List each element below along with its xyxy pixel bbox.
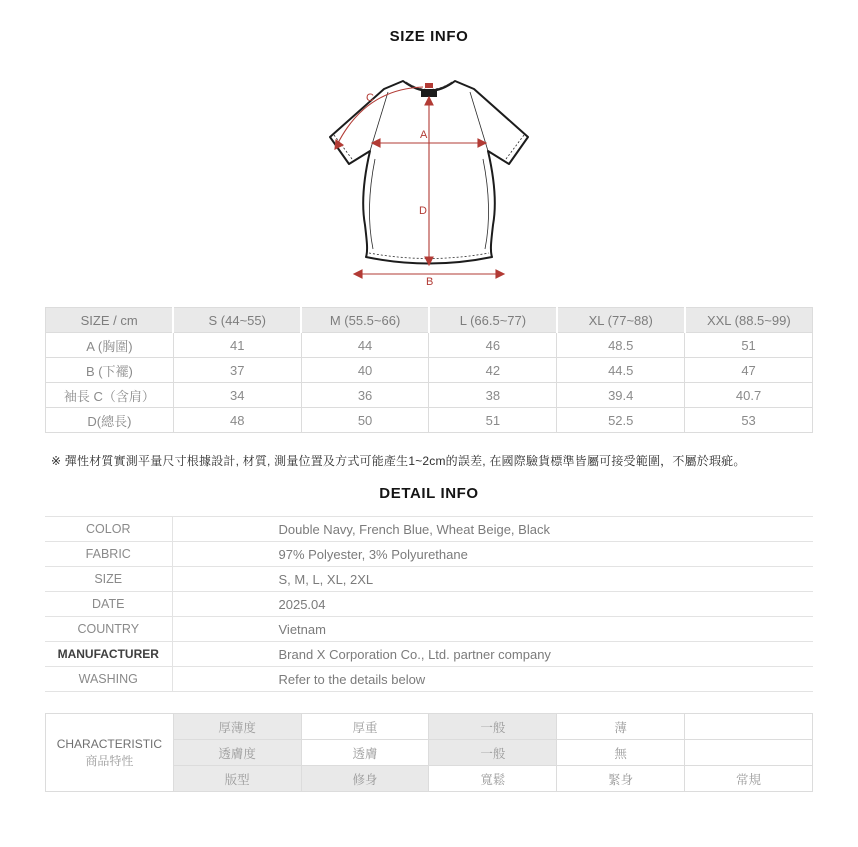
- cell: 46: [429, 333, 557, 358]
- label-a: A: [420, 129, 428, 141]
- size-chart-table: [45, 307, 813, 433]
- detail-label: COLOR: [45, 517, 172, 542]
- cell: 48: [173, 408, 301, 433]
- row-label: A (胸圍): [46, 333, 174, 358]
- size-chart-row-c: [46, 383, 813, 408]
- row-label: 袖長 C（含肩）: [46, 383, 174, 408]
- detail-label: FABRIC: [45, 542, 172, 567]
- label-b: B: [426, 276, 434, 288]
- tshirt-diagram-holder: [45, 67, 813, 289]
- option-cell: 緊身: [557, 766, 685, 792]
- detail-row-washing: [45, 667, 813, 692]
- size-chart-header: XXL (88.5~99): [685, 308, 813, 333]
- characteristic-table: [45, 713, 813, 792]
- detail-row-fabric: [45, 542, 813, 567]
- size-info-title: SIZE INFO: [389, 28, 469, 45]
- cell: 53: [685, 408, 813, 433]
- detail-label: DATE: [45, 592, 172, 617]
- detail-value: 97% Polyester, 3% Polyurethane: [172, 542, 813, 567]
- detail-row-manufacturer: [45, 642, 813, 667]
- cell: 38: [429, 383, 557, 408]
- size-chart-row-a: [46, 333, 813, 358]
- detail-label: WASHING: [45, 667, 172, 692]
- characteristic-row-thickness: [46, 714, 813, 740]
- detail-row-size: [45, 567, 813, 592]
- detail-info-table: [45, 516, 813, 692]
- cell: 44: [301, 333, 429, 358]
- size-chart-header: XL (77~88): [557, 308, 685, 333]
- detail-value: S, M, L, XL, 2XL: [172, 567, 813, 592]
- row-label: D(總長): [46, 408, 174, 433]
- characteristic-category: 厚薄度: [173, 714, 301, 740]
- measurement-disclaimer: ※ 彈性材質實測平量尺寸根據設計, 材質, 測量位置及方式可能產生1~2cm的誤差, 在國際驗貨標準皆屬可接受範圍，不屬於瑕疵。: [51, 454, 746, 468]
- detail-value: Brand X Corporation Co., Ltd. partner company: [172, 642, 813, 667]
- detail-value: Refer to the details below: [172, 667, 813, 692]
- detail-label: MANUFACTURER: [45, 642, 172, 667]
- cell: 50: [301, 408, 429, 433]
- cell: 34: [173, 383, 301, 408]
- detail-label: COUNTRY: [45, 617, 172, 642]
- cell: 51: [685, 333, 813, 358]
- option-cell: [685, 740, 813, 766]
- characteristic-category: 透膚度: [173, 740, 301, 766]
- size-chart-header: L (66.5~77): [429, 308, 557, 333]
- option-cell: 寬鬆: [429, 766, 557, 792]
- cell: 52.5: [557, 408, 685, 433]
- option-cell: 無: [557, 740, 685, 766]
- cell: 39.4: [557, 383, 685, 408]
- cell: 44.5: [557, 358, 685, 383]
- tshirt-diagram: [309, 67, 549, 289]
- cell: 40.7: [685, 383, 813, 408]
- detail-label: SIZE: [45, 567, 172, 592]
- cell: 42: [429, 358, 557, 383]
- cell: 36: [301, 383, 429, 408]
- size-chart-header: M (55.5~66): [301, 308, 429, 333]
- cell: 47: [685, 358, 813, 383]
- cell: 37: [173, 358, 301, 383]
- cell: 51: [429, 408, 557, 433]
- option-cell: [685, 714, 813, 740]
- detail-value: 2025.04: [172, 592, 813, 617]
- label-c: C: [366, 92, 374, 104]
- characteristic-header-cell: [46, 714, 174, 792]
- option-cell: 薄: [557, 714, 685, 740]
- characteristic-title-en: CHARACTERISTIC: [56, 736, 163, 751]
- neck-tag: [421, 83, 437, 97]
- option-cell: 常規: [685, 766, 813, 792]
- size-chart-header: S (44~55): [173, 308, 301, 333]
- detail-info-title: DETAIL INFO: [379, 485, 479, 502]
- cell: 48.5: [557, 333, 685, 358]
- option-cell-selected: 修身: [301, 766, 429, 792]
- size-chart-header: SIZE / cm: [46, 308, 174, 333]
- detail-row-color: [45, 517, 813, 542]
- characteristic-title-zh: 商品特性: [85, 753, 134, 768]
- cell: 40: [301, 358, 429, 383]
- detail-row-date: [45, 592, 813, 617]
- detail-value: Double Navy, French Blue, Wheat Beige, Black: [172, 517, 813, 542]
- row-label: B (下襬): [46, 358, 174, 383]
- characteristic-category: 版型: [173, 766, 301, 792]
- option-cell-selected: 一般: [429, 740, 557, 766]
- size-chart-row-b: [46, 358, 813, 383]
- size-chart-row-d: [46, 408, 813, 433]
- product-info-page: [45, 0, 813, 792]
- label-d: D: [419, 205, 427, 217]
- option-cell: 厚重: [301, 714, 429, 740]
- detail-row-country: [45, 617, 813, 642]
- option-cell-selected: 一般: [429, 714, 557, 740]
- detail-value: Vietnam: [172, 617, 813, 642]
- size-chart-header-row: [46, 308, 813, 333]
- option-cell: 透膚: [301, 740, 429, 766]
- cell: 41: [173, 333, 301, 358]
